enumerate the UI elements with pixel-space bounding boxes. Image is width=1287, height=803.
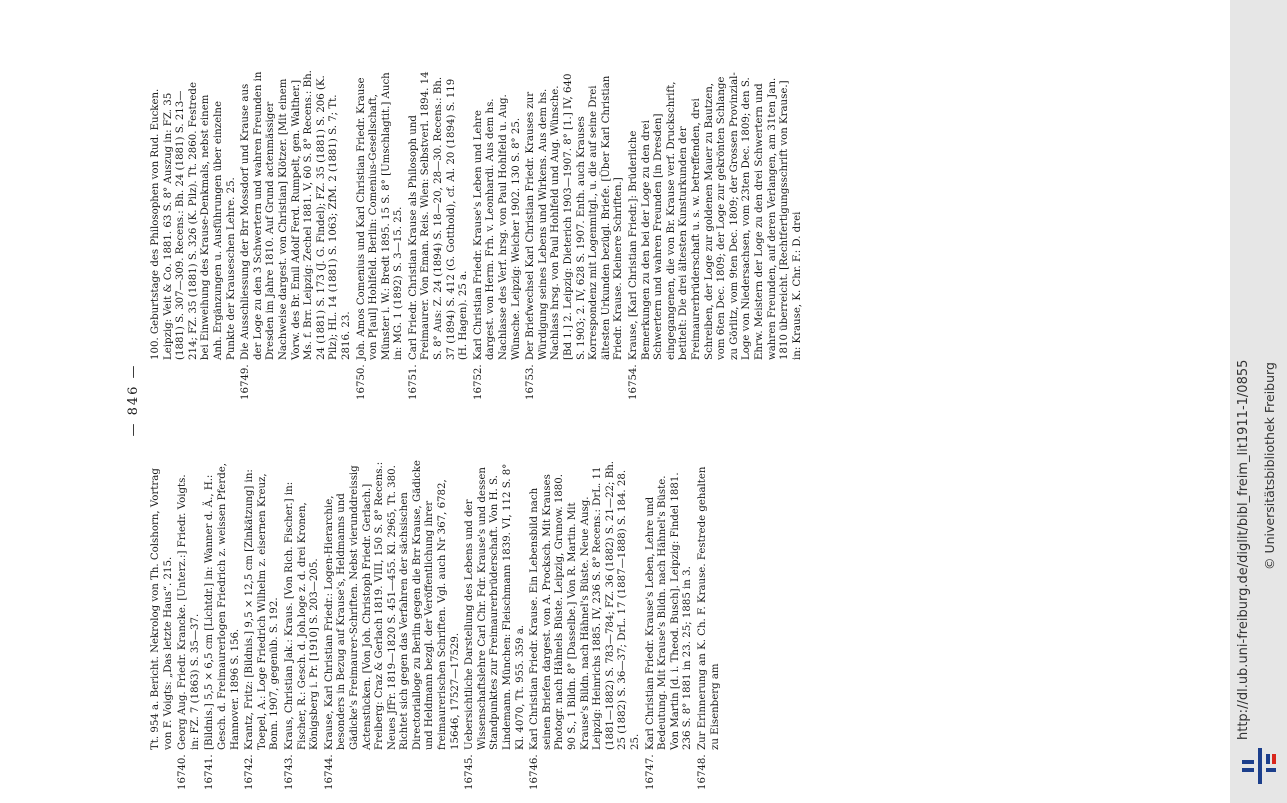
entry-number: 16744. xyxy=(323,754,335,790)
ub-freiburg-logo-icon xyxy=(1238,746,1280,786)
bibliography-entry xyxy=(240,70,353,400)
entry-text: Zur Erinnerung an K. Ch. F. Krause. Festrede gehalten zu Eisenberg am xyxy=(696,466,721,750)
bibliography-entry xyxy=(628,70,804,400)
entry-text: Tt. 954 a. Bericht. Nekrolog von Th. Colshorn, Vortrag von F. Voigts: „Das letzte Haus“. 215. xyxy=(150,468,174,750)
entry-number: 16741. xyxy=(204,754,216,790)
entry-text: Krantz, Fritz: [Bildnis.] 9,5 × 12,5 cm [Zinkätzung] in: Toepel, A.: Loge Friedrich Wilhelm z. eisernen Kreuz, Bonn. 1907, gegenüb. S. 192. xyxy=(244,469,281,750)
entry-number: 16743. xyxy=(283,754,295,790)
entry-number: 16749. xyxy=(240,364,252,400)
entry-number: 16754. xyxy=(627,364,639,400)
right-column xyxy=(150,70,806,400)
bibliography-entry xyxy=(697,460,722,790)
bibliography-entry xyxy=(177,460,202,790)
bibliography-entry xyxy=(356,70,406,400)
page-number: — 846 — xyxy=(126,363,141,437)
entry-text: Karl Christian Friedr. Krause. Ein Lebensbild nach seinen Briefen dargest. von A. Procksch. Mit Krauses Photogr. nach Hähnels Büste. Leipzig, Grunow. 1880. 90 S., 1 Bildn. 8° [Dasselbe.] Von R. Martin. Mit Krause's Bildn. nach Hähnel's Büste. Neue Ausg. Leipzig: Heinrichs 1885. IV, 236 S. 8° Recens.: DrL. 11 (1881—1882) S. 783—784; FZ. 36 (1882) S. 21—22; Bh. 25 (1882) S. 36—37; DrL. 17 (1887—1888) S. 184. 28. 25. xyxy=(529,461,641,750)
bibliography-entry xyxy=(284,460,322,790)
bibliography-entry xyxy=(244,460,282,790)
entry-text: Kraus, Christian Jak.: Kraus. [Von Rich. Fischer.] in: Fischer, R.: Gesch. d. Joh.loge z. d. drei Kronen, Königsberg i. Pr. [1910] S. 203—205. xyxy=(283,481,321,750)
entry-text: Joh. Amos Comenius und Karl Christian Friedr. Krause von P[aul] Hohlfeld. Berlin: Comenius-Gesellschaft, Münster i. W.: Bredt 1895. 15 S. 8° [Umschlagtit.] Auch in: MG. 1 (1892) S. 3—15. 25. xyxy=(355,72,405,360)
bibliography-entry xyxy=(525,70,626,400)
bibliography-entry xyxy=(324,460,463,790)
bibliography-entry xyxy=(150,70,238,400)
bibliography-entry xyxy=(529,460,642,790)
bibliography-entry xyxy=(204,460,242,790)
entry-number: 16750. xyxy=(355,364,367,400)
entry-number: 16753. xyxy=(525,364,537,400)
left-column xyxy=(150,460,724,790)
bibliography-entry xyxy=(473,70,523,400)
entry-text: Der Briefwechsel Karl Christian Friedr. Krauses zur Würdigung seines Lebens und Wirkens. Aus dem hs. Nachlass hrsg. von Paul Hohlfeld und Aug. Wünsche. [Bd 1.] 2. Leipzig: Dieterich 1903—1907. 8° [1.] IV, 640 S. 1903; 2. IV, 628 S. 1907. Enth. auch Krauses Korrespondenz mit Logenmitgl., u. die auf seine Drei ältesten Urkunden bezügl. Briefe. [Über Karl Christian Friedr. Krause. Kleinere Schriften.] xyxy=(525,73,625,360)
entry-text: Krause, Karl Christian Friedr.: Logen-Hierarchie, besonders in Bezug auf Krause's, Heldmanns und Gädicke's Freimaurer-Schriften. Nebst vierunddreissig Actenstücken. [Von Joh. Christoph Friedr. Gerlach.] Freiberg: Craz & Gerlach 1819. VIII, 150 S. 8° Recens.: Neues JfFr. 1819—1820 S. 451—455. Kl. 2965, Tt. 380. Richtet sich gegen das Verfahren der sächsischen Directorialloge zu Berlin gegen die Brr Krause, Gädicke und Heldmann bezgl. der Veröffentlichung ihrer freimaurerischen Schriften. Vgl. auch Nr 367, 6782, 15646, 17527—17529. xyxy=(323,460,461,750)
bibliography-entry xyxy=(645,460,695,790)
entry-text: Carl Friedr. Christian Krause als Philosoph und Freimaurer. Von Eman. Reis. Wien: Selbstverl. 1894. 14 S. 8° Aus: Z. 24 (1894) S. 18—20, 28—30. Recens.: Bh. 37 (1894) S. 412 (G. Gotthold), cf. Al. 20 (1894) S. 119 (H. Hagen). 25 a. xyxy=(407,71,470,360)
entry-text: 100. Geburtstage des Philosophen von Rud. Eucken. Leipzig: Veit & Co. 1881. 63 S. 8° Auszug in: FZ. 35 (1881) S. 307—309. Recens.: Bh. 24 (1881) S. 213—214; FZ. 35 (1881) S. 326 (K. Pilz). Tt. 2860. Festrede bei Einweihung des Krause-Denkmals, nebst einem Anh. Ergänzungen u. Ausführungen über einzelne Punkte der Krauseschen Lehre. 25. xyxy=(150,82,237,360)
entry-text: Die Ausschliessung der Brr Mossdorf und Krause aus der Loge zu den 3 Schwertern und wahren Freunden in Dresden im Jahre 1810. Auf Grund actenmässiger Nachweise dargest. von Christian] Klötzer. [Mit einem Vorw. des Br. Emil Adolf Ferd. Rumpelt, gen. Walther.] Ms. f. Brr. Leipzig: Zechel 1881. V, 60 S. 8° Recens.: Bh. 24 (1881) S. 173 (J. G. Findel); FZ. 35 (1881) S. 206 (K. Pilz); HL. 14 (1881) S. 1063; ZfM. 2 (1881) S. 7; Tt. 2816. 23. xyxy=(240,70,352,360)
entry-number: 16747. xyxy=(644,754,656,790)
entry-number: 16745. xyxy=(464,754,476,790)
entry-number: 16740. xyxy=(177,754,189,790)
entry-number: 16752. xyxy=(472,364,484,400)
bibliography-entry xyxy=(150,460,175,790)
entry-number: 16742. xyxy=(244,754,256,790)
bibliography-entry xyxy=(408,70,471,400)
entry-number: 16748. xyxy=(696,754,708,790)
document-url[interactable]: http://dl.ub.uni-freiburg.de/diglit/bibl_freim_lit1911-1/0855 xyxy=(1236,359,1251,740)
entry-text: Karl Christian Friedr. Krause's Leben und Lehre dargest. von Herm. Frh. v. Leonhardi. Aus dem hs. Nachlasse des Verf. hrsg. von Paul Hohlfeld u. Aug. Wünsche. Leipzig: Weicher 1902. 130 S. 8° 25. xyxy=(472,94,522,360)
entry-number: 16746. xyxy=(529,754,541,790)
bibliography-entry xyxy=(464,460,527,790)
entry-text: Krause, [Karl Christian Friedr.]: Brüderliche Bemerkungen zu den bei der Loge zu den drei Schwertern und wahren Freunden [in Dresden] eingegangenen, die von Br. Krause verf. Druckschrift, betitelt: Die drei ältesten Kunsturkunden der Freimaurerbrüderschaft u. s. w. betreffenden, drei Schreiben, der Loge zur goldenen Mauer zu Bautzen, vom 6ten Dec. 1809; der Loge zur gekrönten Schlange zu Görlitz, vom 9ten Dec. 1809; der Grossen Provinzial-Loge von Niedersachsen, vom 23ten Dec. 1809; den S. Ehrw. Meistern der Loge zu den drei Schwertern und wahren Freunden, auf deren Verlangen, am 31ten Jan. 1810 überreicht. [Rechtfertigungsschrift von Krause.] in: Krause, K. Chr. F.: D. drei xyxy=(627,72,803,360)
entry-text: Karl Christian Friedr. Krause's Leben, Lehre und Bedeutung. Mit Krause's Bildn. nach Hähnel's Büste. Von Martin [d. i. Theod. Busch]. Leipzig: Findel 1881. 236 S. 8° 1881 in 23. 25; 1885 in 3. xyxy=(644,472,694,750)
rotated-page-content xyxy=(126,30,1210,790)
entry-number: 16751. xyxy=(407,364,419,400)
entry-text: Uebersichtliche Darstellung des Lebens und der Wissenschaftslehre Carl Chr. Fdr. Krause's und dessen Standpunktes zur Freimaurerbrüderschaft. Von H. S. Lindemann. München: Fleischmann 1839. VI, 112 S. 8° Kl. 4070, Tt. 955. 359 a. xyxy=(464,463,526,750)
entry-text: [Bildnis.] 5,5 × 6,5 cm [Lichtdr.] in: Wanner d. Ä., H.: Gesch. d. Freimaurerlogen Friedrich z. weissen Pferde, Hannover. 1896 S. 156. xyxy=(204,463,241,750)
entry-text: Georg Aug. Friedr. Krancke. [Unterz.:] Friedr. Voigts. in: FZ. 7 (1863) S. 35—37. xyxy=(177,474,201,750)
copyright-notice: © Universitätsbibliothek Freiburg xyxy=(1262,362,1277,570)
